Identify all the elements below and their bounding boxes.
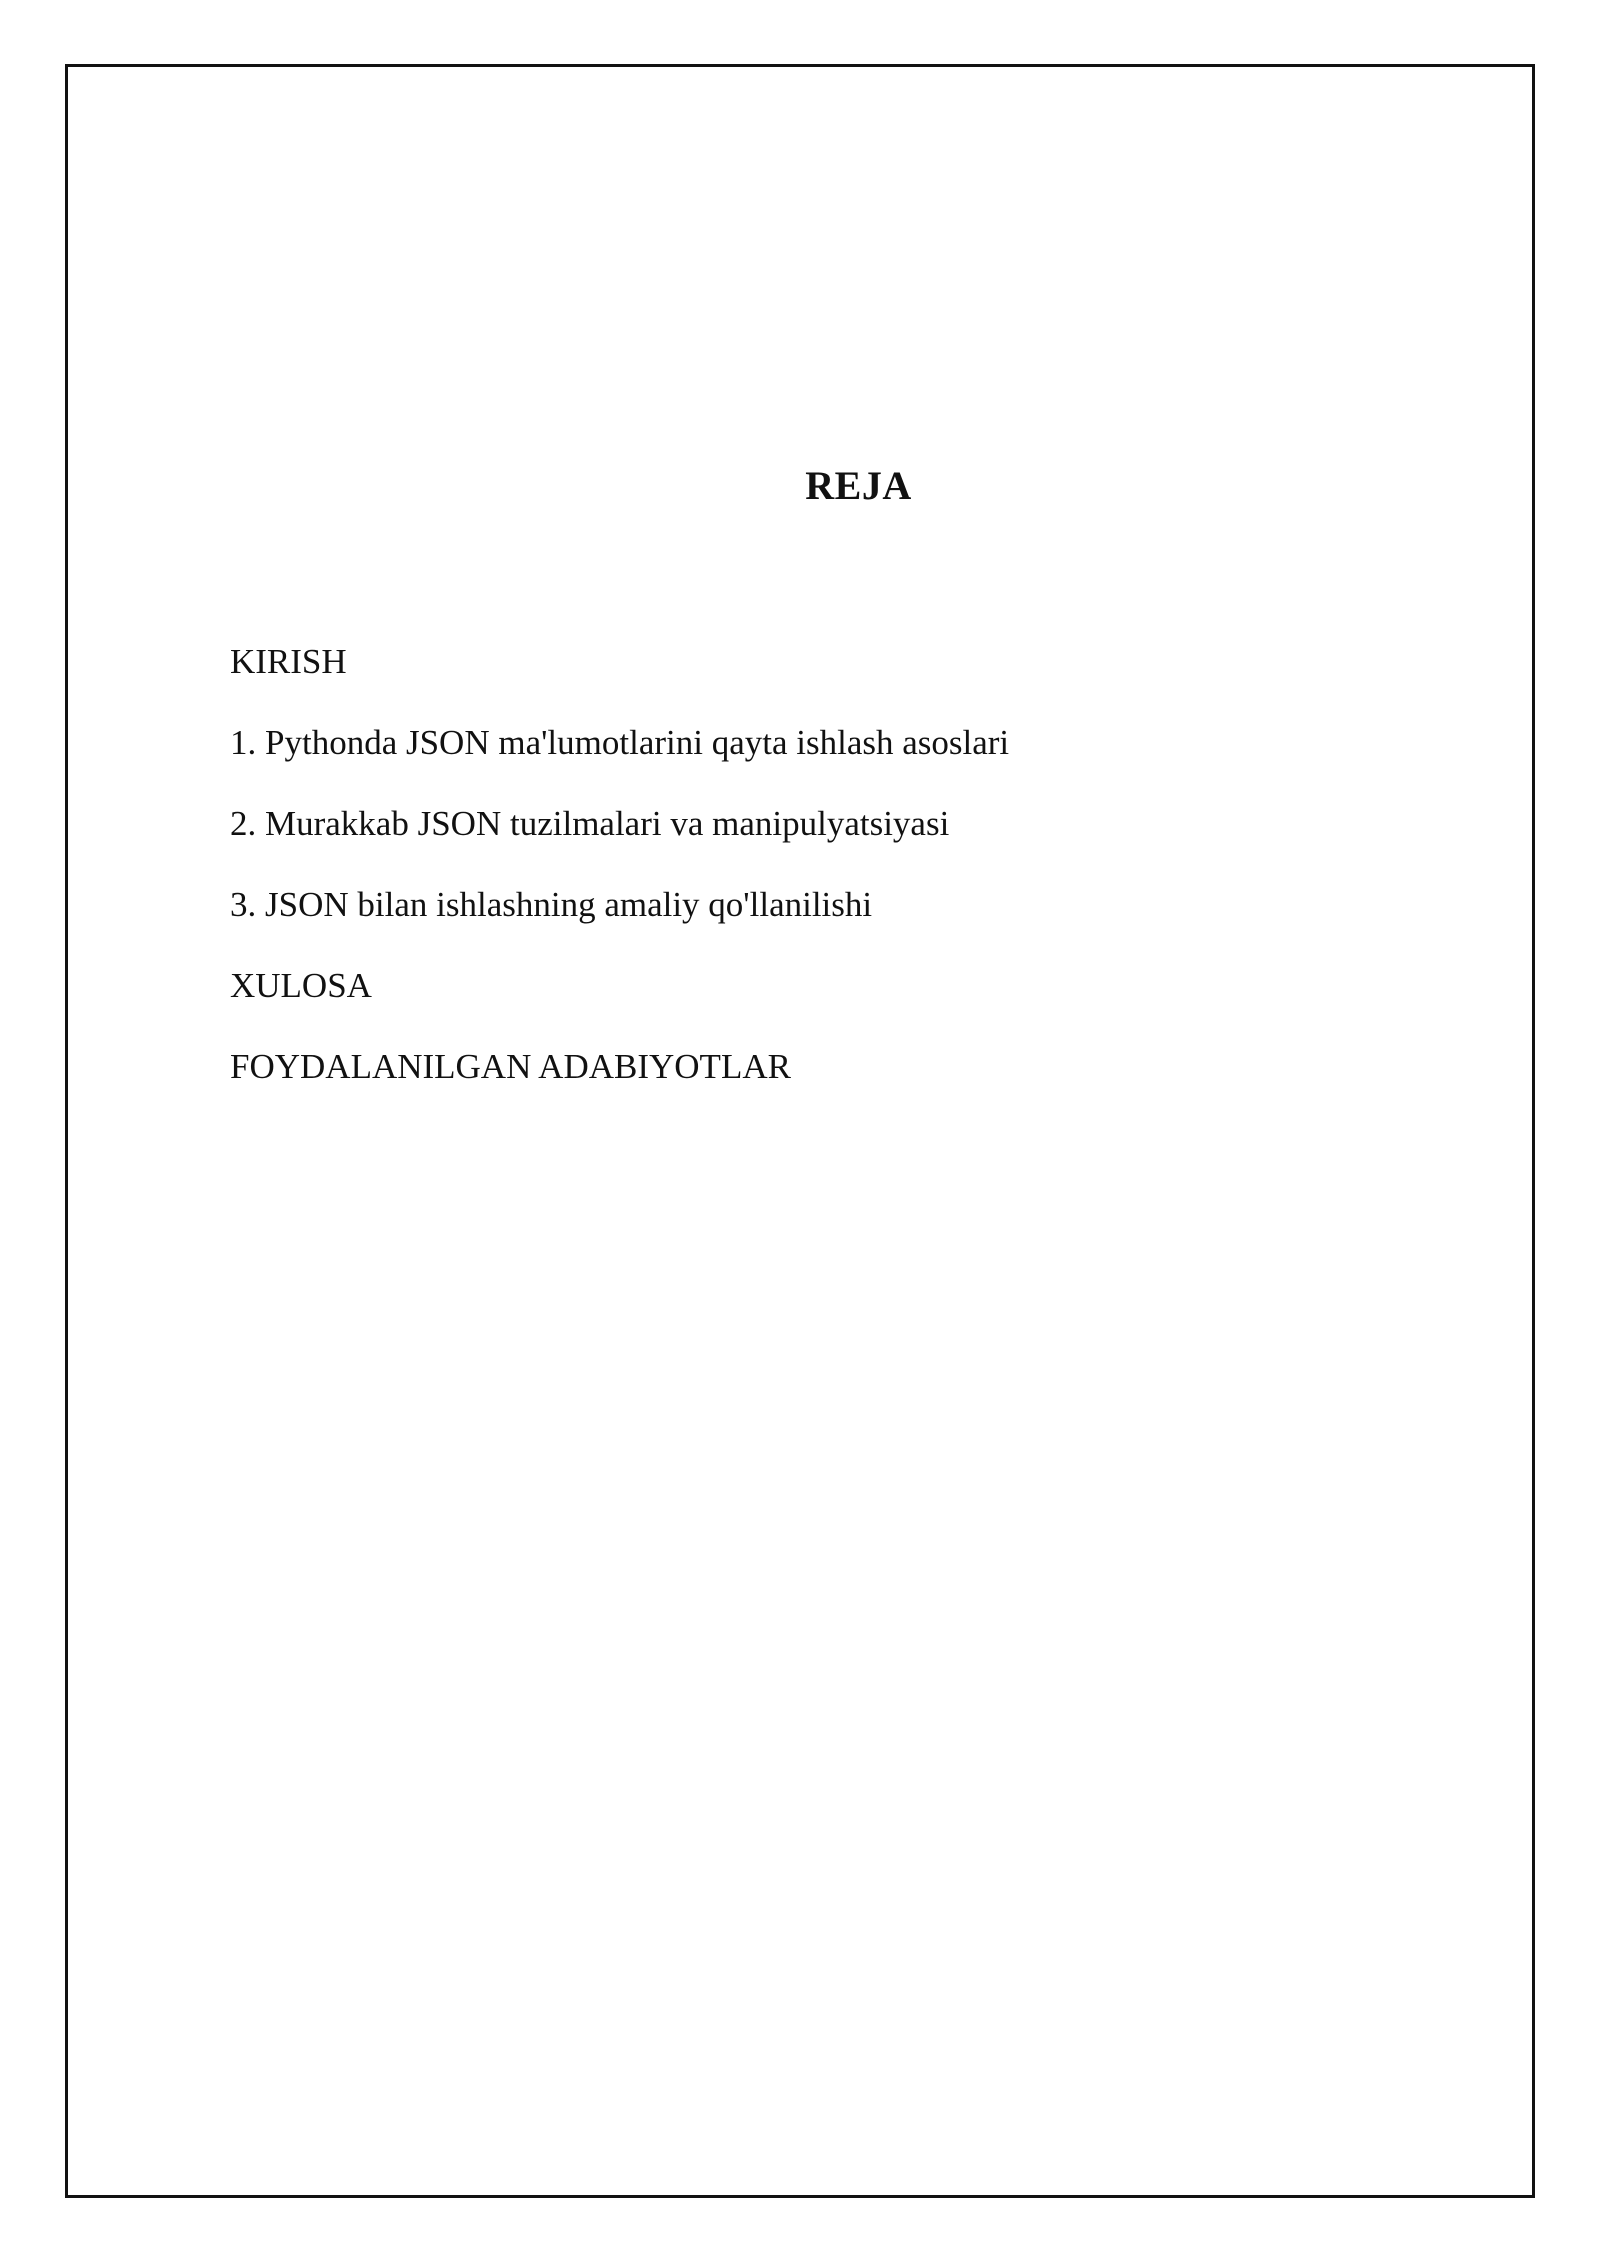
table-of-contents [230, 640, 1009, 1126]
toc-item-adabiyotlar: FOYDALANILGAN ADABIYOTLAR [230, 1047, 791, 1086]
toc-item-3: 3. JSON bilan ishlashning amaliy qo'llanilishi [230, 885, 873, 924]
toc-item-xulosa: XULOSA [230, 966, 372, 1005]
page-border [65, 64, 1535, 2198]
page-title: REJA [805, 463, 912, 508]
toc-item-kirish: KIRISH [230, 642, 347, 681]
toc-item-1: 1. Pythonda JSON ma'lumotlarini qayta ishlash asoslari [230, 723, 1010, 762]
toc-item-2: 2. Murakkab JSON tuzilmalari va manipulyatsiyasi [230, 804, 950, 843]
